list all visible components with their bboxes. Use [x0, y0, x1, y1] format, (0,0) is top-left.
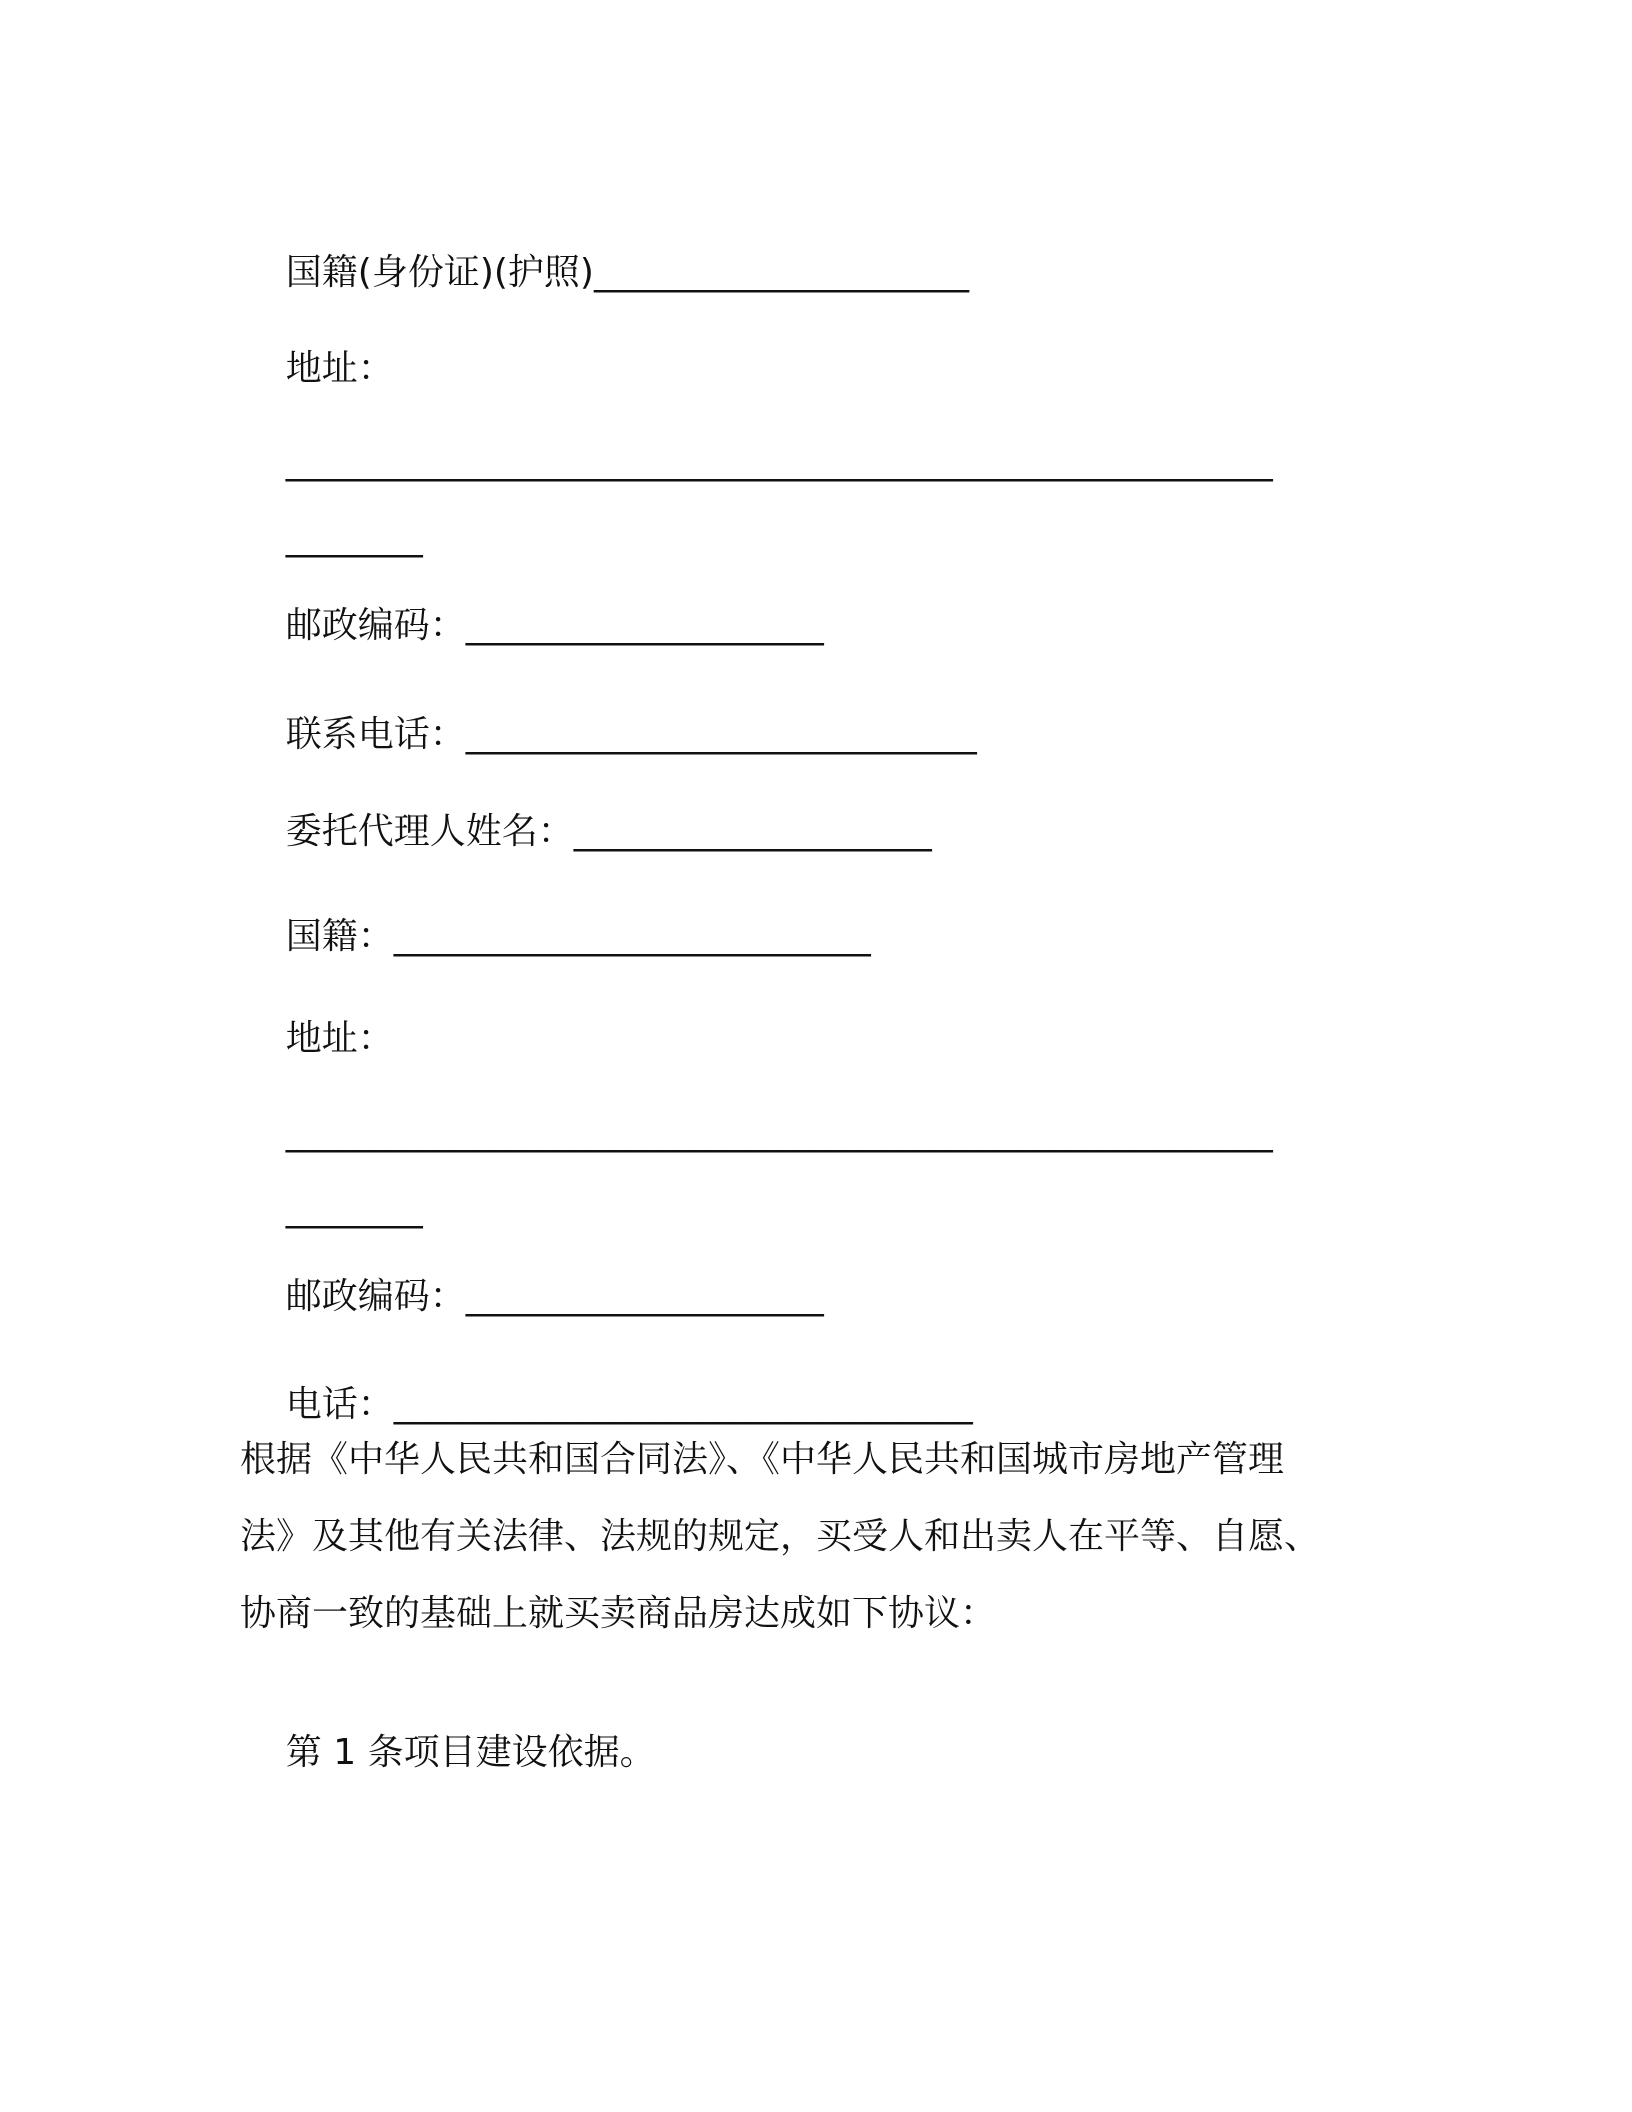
field-label: 联系电话：: [285, 714, 466, 755]
field-blank: _____________________: [465, 1276, 823, 1317]
field-blank: ______________________: [593, 252, 968, 293]
field-blank: __________________________________________________________: [285, 1112, 1272, 1153]
field-blank: ________: [285, 1188, 422, 1229]
field-label: 电话：: [285, 1384, 394, 1425]
field-label: 委托代理人姓名：: [285, 811, 574, 852]
preamble-line: 协商一致的基础上就买卖商品房达成如下协议：: [240, 1593, 997, 1634]
field-blank: ______________________________: [465, 714, 976, 755]
field-blank: _____________________: [465, 605, 823, 646]
field-blank: ________: [285, 517, 422, 558]
field-label: 地址：: [285, 1018, 394, 1059]
field-label: 国籍(身份证)(护照): [285, 252, 594, 293]
field-label: 地址：: [285, 348, 394, 389]
field-blank: ____________________________: [393, 916, 870, 957]
field-label: 邮政编码：: [285, 605, 466, 646]
preamble-paragraph: [240, 1421, 1380, 1652]
field-blank: __________________________________________________________: [285, 441, 1272, 482]
field-label: 邮政编码：: [285, 1276, 466, 1317]
preamble-line: 法》及其他有关法律、法规的规定，买受人和出卖人在平等、自愿、: [240, 1516, 1321, 1557]
field-blank: __________________________________: [393, 1384, 972, 1425]
article-1-heading: [240, 1678, 656, 1828]
field-blank: _____________________: [573, 811, 931, 852]
field-label: 国籍：: [285, 916, 394, 957]
article-title: 第 1 条项目建设依据。: [285, 1732, 656, 1773]
preamble-line: 根据《中华人民共和国合同法》、《中华人民共和国城市房地产管理: [240, 1439, 1285, 1480]
